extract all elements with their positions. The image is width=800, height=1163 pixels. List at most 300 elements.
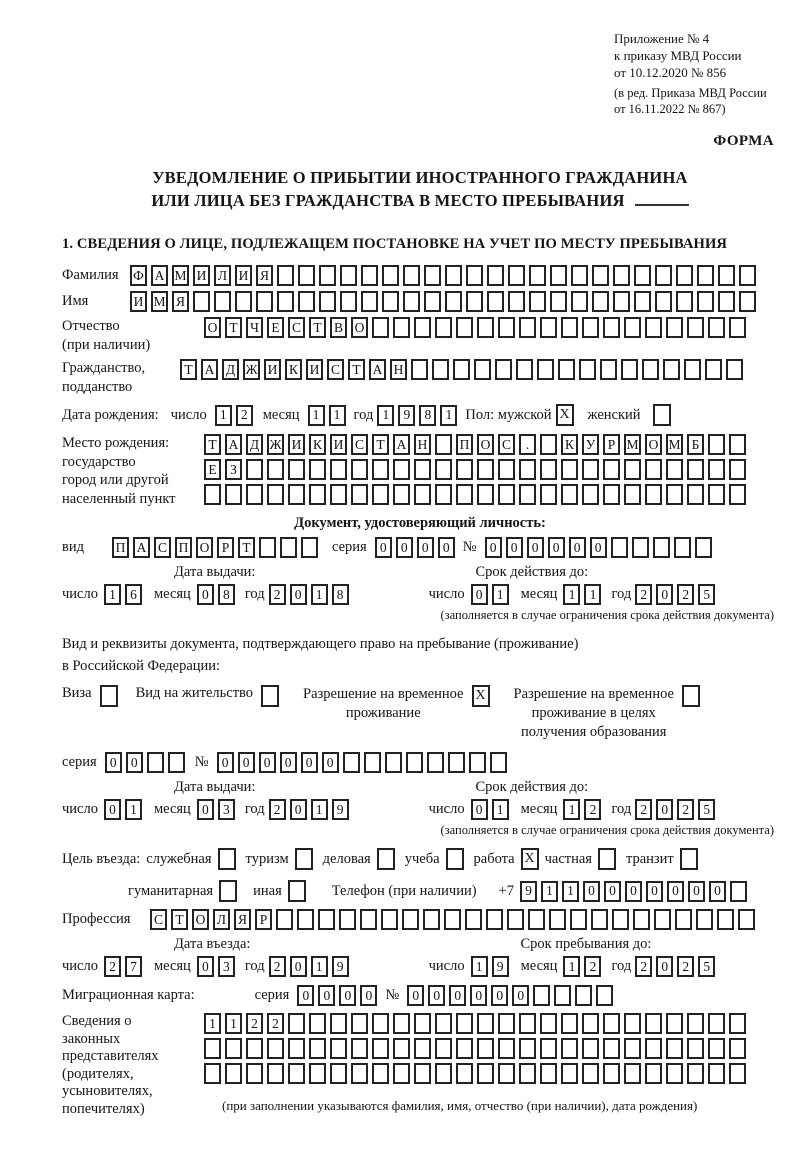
char-cell[interactable]	[739, 291, 756, 312]
purpose-humanitarian-checkbox[interactable]	[219, 880, 237, 902]
char-cell[interactable]: С	[150, 909, 167, 930]
char-cell[interactable]	[435, 484, 452, 505]
char-cell[interactable]: 0	[238, 752, 255, 773]
char-cell[interactable]: 2	[677, 956, 694, 977]
char-cell[interactable]: 0	[471, 584, 488, 605]
char-cell[interactable]	[687, 459, 704, 480]
char-cell[interactable]: С	[327, 359, 344, 380]
char-cell[interactable]	[381, 909, 398, 930]
char-cell[interactable]	[225, 1063, 242, 1084]
char-cell[interactable]	[549, 909, 566, 930]
char-cell[interactable]: .	[519, 434, 536, 455]
char-cell[interactable]	[414, 459, 431, 480]
char-cell[interactable]	[528, 909, 545, 930]
char-cell[interactable]: Я	[234, 909, 251, 930]
char-cell[interactable]	[508, 291, 525, 312]
residence-permit-checkbox[interactable]	[261, 685, 279, 707]
char-cell[interactable]	[684, 359, 701, 380]
char-cell[interactable]: 0	[491, 985, 508, 1006]
char-cell[interactable]: 2	[635, 956, 652, 977]
char-cell[interactable]	[477, 1013, 494, 1034]
char-cell[interactable]: 0	[449, 985, 466, 1006]
char-cell[interactable]	[448, 752, 465, 773]
char-cell[interactable]	[330, 1038, 347, 1059]
char-cell[interactable]: 0	[569, 537, 586, 558]
char-cell[interactable]: 1	[377, 405, 394, 426]
char-cell[interactable]: 0	[438, 537, 455, 558]
char-cell[interactable]	[435, 1013, 452, 1034]
char-cell[interactable]	[411, 359, 428, 380]
purpose-tourism-checkbox[interactable]	[295, 848, 313, 870]
char-cell[interactable]	[361, 265, 378, 286]
char-cell[interactable]	[550, 291, 567, 312]
char-cell[interactable]	[624, 484, 641, 505]
char-cell[interactable]	[540, 1063, 557, 1084]
char-cell[interactable]: 0	[583, 881, 600, 902]
char-cell[interactable]	[351, 1063, 368, 1084]
char-cell[interactable]	[676, 265, 693, 286]
char-cell[interactable]: М	[624, 434, 641, 455]
char-cell[interactable]: 9	[398, 405, 415, 426]
purpose-business-checkbox[interactable]	[377, 848, 395, 870]
char-cell[interactable]	[256, 291, 273, 312]
char-cell[interactable]	[596, 985, 613, 1006]
char-cell[interactable]: Б	[687, 434, 704, 455]
char-cell[interactable]	[414, 484, 431, 505]
char-cell[interactable]: 1	[308, 405, 325, 426]
char-cell[interactable]	[267, 459, 284, 480]
char-cell[interactable]	[465, 909, 482, 930]
char-cell[interactable]	[276, 909, 293, 930]
char-cell[interactable]	[351, 1013, 368, 1034]
char-cell[interactable]: 2	[269, 956, 286, 977]
char-cell[interactable]	[360, 909, 377, 930]
char-cell[interactable]	[519, 1013, 536, 1034]
char-cell[interactable]	[540, 434, 557, 455]
char-cell[interactable]	[246, 1038, 263, 1059]
char-cell[interactable]	[298, 265, 315, 286]
char-cell[interactable]	[687, 1038, 704, 1059]
char-cell[interactable]: А	[151, 265, 168, 286]
char-cell[interactable]: 0	[590, 537, 607, 558]
char-cell[interactable]	[729, 484, 746, 505]
char-cell[interactable]	[729, 1013, 746, 1034]
char-cell[interactable]	[654, 909, 671, 930]
purpose-other-checkbox[interactable]	[288, 880, 306, 902]
char-cell[interactable]	[695, 537, 712, 558]
char-cell[interactable]	[675, 909, 692, 930]
char-cell[interactable]: 0	[197, 799, 214, 820]
char-cell[interactable]	[456, 459, 473, 480]
char-cell[interactable]	[579, 359, 596, 380]
char-cell[interactable]	[445, 265, 462, 286]
char-cell[interactable]	[477, 1063, 494, 1084]
char-cell[interactable]	[319, 291, 336, 312]
char-cell[interactable]	[288, 1063, 305, 1084]
char-cell[interactable]	[456, 1038, 473, 1059]
char-cell[interactable]	[529, 265, 546, 286]
char-cell[interactable]: 1	[492, 584, 509, 605]
char-cell[interactable]: 8	[332, 584, 349, 605]
char-cell[interactable]	[561, 1063, 578, 1084]
char-cell[interactable]	[533, 985, 550, 1006]
char-cell[interactable]	[708, 434, 725, 455]
char-cell[interactable]	[340, 291, 357, 312]
char-cell[interactable]	[393, 317, 410, 338]
char-cell[interactable]: 1	[584, 584, 601, 605]
char-cell[interactable]	[633, 909, 650, 930]
char-cell[interactable]	[486, 909, 503, 930]
char-cell[interactable]	[424, 265, 441, 286]
char-cell[interactable]	[645, 317, 662, 338]
char-cell[interactable]	[663, 359, 680, 380]
char-cell[interactable]	[339, 909, 356, 930]
char-cell[interactable]	[490, 752, 507, 773]
char-cell[interactable]	[414, 1038, 431, 1059]
char-cell[interactable]	[729, 317, 746, 338]
char-cell[interactable]: 1	[541, 881, 558, 902]
char-cell[interactable]	[298, 291, 315, 312]
char-cell[interactable]	[729, 434, 746, 455]
char-cell[interactable]	[571, 265, 588, 286]
char-cell[interactable]	[403, 265, 420, 286]
char-cell[interactable]: 1	[311, 584, 328, 605]
char-cell[interactable]	[382, 291, 399, 312]
char-cell[interactable]: С	[154, 537, 171, 558]
char-cell[interactable]: 0	[646, 881, 663, 902]
char-cell[interactable]	[603, 459, 620, 480]
char-cell[interactable]	[330, 459, 347, 480]
char-cell[interactable]: 0	[470, 985, 487, 1006]
char-cell[interactable]	[259, 537, 276, 558]
char-cell[interactable]: 1	[204, 1013, 221, 1034]
char-cell[interactable]: 0	[656, 584, 673, 605]
char-cell[interactable]	[600, 359, 617, 380]
char-cell[interactable]: 0	[339, 985, 356, 1006]
char-cell[interactable]	[498, 1013, 515, 1034]
char-cell[interactable]: 1	[329, 405, 346, 426]
char-cell[interactable]: 2	[267, 1013, 284, 1034]
char-cell[interactable]: 1	[125, 799, 142, 820]
char-cell[interactable]	[214, 291, 231, 312]
char-cell[interactable]	[435, 459, 452, 480]
char-cell[interactable]: А	[201, 359, 218, 380]
char-cell[interactable]	[540, 459, 557, 480]
char-cell[interactable]: 0	[290, 956, 307, 977]
char-cell[interactable]	[729, 1038, 746, 1059]
char-cell[interactable]: Т	[171, 909, 188, 930]
char-cell[interactable]: И	[130, 291, 147, 312]
char-cell[interactable]: 1	[104, 584, 121, 605]
char-cell[interactable]	[634, 291, 651, 312]
char-cell[interactable]	[372, 1038, 389, 1059]
char-cell[interactable]	[393, 1038, 410, 1059]
char-cell[interactable]	[435, 1063, 452, 1084]
char-cell[interactable]: 0	[548, 537, 565, 558]
char-cell[interactable]	[372, 459, 389, 480]
char-cell[interactable]: 9	[520, 881, 537, 902]
char-cell[interactable]: Р	[255, 909, 272, 930]
char-cell[interactable]: И	[264, 359, 281, 380]
char-cell[interactable]	[385, 752, 402, 773]
char-cell[interactable]: 0	[667, 881, 684, 902]
char-cell[interactable]: П	[112, 537, 129, 558]
char-cell[interactable]	[687, 1063, 704, 1084]
char-cell[interactable]: Т	[225, 317, 242, 338]
char-cell[interactable]	[529, 291, 546, 312]
char-cell[interactable]	[498, 317, 515, 338]
char-cell[interactable]	[666, 1038, 683, 1059]
char-cell[interactable]: О	[477, 434, 494, 455]
char-cell[interactable]	[372, 317, 389, 338]
char-cell[interactable]	[498, 1063, 515, 1084]
char-cell[interactable]	[582, 1013, 599, 1034]
char-cell[interactable]	[642, 359, 659, 380]
char-cell[interactable]	[592, 291, 609, 312]
char-cell[interactable]	[477, 459, 494, 480]
char-cell[interactable]	[288, 484, 305, 505]
char-cell[interactable]	[301, 537, 318, 558]
char-cell[interactable]	[634, 265, 651, 286]
char-cell[interactable]: Т	[348, 359, 365, 380]
char-cell[interactable]	[477, 317, 494, 338]
char-cell[interactable]: 0	[688, 881, 705, 902]
char-cell[interactable]: 1	[492, 799, 509, 820]
char-cell[interactable]	[621, 359, 638, 380]
char-cell[interactable]	[603, 484, 620, 505]
char-cell[interactable]	[570, 909, 587, 930]
char-cell[interactable]	[435, 1038, 452, 1059]
char-cell[interactable]: 0	[217, 752, 234, 773]
char-cell[interactable]: О	[192, 909, 209, 930]
char-cell[interactable]	[340, 265, 357, 286]
char-cell[interactable]: А	[133, 537, 150, 558]
char-cell[interactable]: Н	[414, 434, 431, 455]
char-cell[interactable]	[708, 484, 725, 505]
char-cell[interactable]: 2	[236, 405, 253, 426]
char-cell[interactable]: 2	[584, 799, 601, 820]
char-cell[interactable]: П	[456, 434, 473, 455]
char-cell[interactable]	[687, 1013, 704, 1034]
purpose-private-checkbox[interactable]	[598, 848, 616, 870]
char-cell[interactable]	[582, 1038, 599, 1059]
char-cell[interactable]: 1	[311, 956, 328, 977]
char-cell[interactable]	[666, 484, 683, 505]
char-cell[interactable]: 0	[197, 956, 214, 977]
char-cell[interactable]	[708, 1013, 725, 1034]
char-cell[interactable]	[351, 484, 368, 505]
char-cell[interactable]	[655, 291, 672, 312]
char-cell[interactable]	[453, 359, 470, 380]
char-cell[interactable]	[561, 484, 578, 505]
char-cell[interactable]	[708, 1063, 725, 1084]
char-cell[interactable]: С	[351, 434, 368, 455]
char-cell[interactable]: П	[175, 537, 192, 558]
char-cell[interactable]: Н	[390, 359, 407, 380]
char-cell[interactable]	[697, 291, 714, 312]
char-cell[interactable]	[351, 1038, 368, 1059]
char-cell[interactable]	[603, 1063, 620, 1084]
char-cell[interactable]	[466, 291, 483, 312]
char-cell[interactable]: 9	[332, 799, 349, 820]
char-cell[interactable]	[246, 484, 263, 505]
char-cell[interactable]	[624, 1038, 641, 1059]
char-cell[interactable]: 0	[290, 799, 307, 820]
char-cell[interactable]	[277, 291, 294, 312]
char-cell[interactable]	[645, 1063, 662, 1084]
char-cell[interactable]	[414, 1063, 431, 1084]
char-cell[interactable]	[235, 291, 252, 312]
char-cell[interactable]: 3	[218, 956, 235, 977]
char-cell[interactable]	[696, 909, 713, 930]
char-cell[interactable]	[403, 291, 420, 312]
char-cell[interactable]	[204, 1063, 221, 1084]
char-cell[interactable]	[423, 909, 440, 930]
char-cell[interactable]: 0	[527, 537, 544, 558]
char-cell[interactable]	[624, 459, 641, 480]
title-blank-underline[interactable]	[635, 191, 689, 206]
visa-checkbox[interactable]	[100, 685, 118, 707]
char-cell[interactable]	[624, 1063, 641, 1084]
char-cell[interactable]	[537, 359, 554, 380]
char-cell[interactable]: О	[645, 434, 662, 455]
char-cell[interactable]: 5	[698, 799, 715, 820]
char-cell[interactable]: 0	[471, 799, 488, 820]
char-cell[interactable]	[393, 1063, 410, 1084]
char-cell[interactable]: А	[369, 359, 386, 380]
char-cell[interactable]	[603, 1013, 620, 1034]
char-cell[interactable]	[424, 291, 441, 312]
char-cell[interactable]: К	[561, 434, 578, 455]
char-cell[interactable]	[624, 317, 641, 338]
char-cell[interactable]: 2	[269, 584, 286, 605]
char-cell[interactable]: 1	[225, 1013, 242, 1034]
char-cell[interactable]: Т	[309, 317, 326, 338]
char-cell[interactable]	[591, 909, 608, 930]
char-cell[interactable]: О	[196, 537, 213, 558]
char-cell[interactable]	[561, 1013, 578, 1034]
char-cell[interactable]	[708, 1038, 725, 1059]
char-cell[interactable]	[393, 484, 410, 505]
char-cell[interactable]	[582, 484, 599, 505]
char-cell[interactable]: У	[582, 434, 599, 455]
char-cell[interactable]: 0	[625, 881, 642, 902]
char-cell[interactable]	[738, 909, 755, 930]
purpose-transit-checkbox[interactable]	[680, 848, 698, 870]
char-cell[interactable]	[575, 985, 592, 1006]
char-cell[interactable]	[372, 1013, 389, 1034]
char-cell[interactable]: 3	[218, 799, 235, 820]
char-cell[interactable]	[582, 459, 599, 480]
char-cell[interactable]	[477, 1038, 494, 1059]
char-cell[interactable]	[414, 317, 431, 338]
char-cell[interactable]: Р	[603, 434, 620, 455]
char-cell[interactable]: Т	[238, 537, 255, 558]
char-cell[interactable]: 1	[563, 799, 580, 820]
char-cell[interactable]: И	[193, 265, 210, 286]
char-cell[interactable]	[519, 317, 536, 338]
char-cell[interactable]	[456, 484, 473, 505]
char-cell[interactable]	[466, 265, 483, 286]
char-cell[interactable]: 9	[332, 956, 349, 977]
char-cell[interactable]	[708, 317, 725, 338]
char-cell[interactable]: И	[235, 265, 252, 286]
char-cell[interactable]	[516, 359, 533, 380]
char-cell[interactable]	[705, 359, 722, 380]
char-cell[interactable]	[351, 459, 368, 480]
char-cell[interactable]: И	[288, 434, 305, 455]
char-cell[interactable]: Т	[204, 434, 221, 455]
char-cell[interactable]: Я	[172, 291, 189, 312]
char-cell[interactable]: А	[393, 434, 410, 455]
char-cell[interactable]: 7	[125, 956, 142, 977]
char-cell[interactable]	[402, 909, 419, 930]
char-cell[interactable]	[393, 459, 410, 480]
gender-female-checkbox[interactable]	[653, 404, 671, 426]
char-cell[interactable]	[469, 752, 486, 773]
char-cell[interactable]	[288, 1013, 305, 1034]
char-cell[interactable]	[739, 265, 756, 286]
char-cell[interactable]: Е	[267, 317, 284, 338]
char-cell[interactable]	[267, 484, 284, 505]
char-cell[interactable]: 9	[492, 956, 509, 977]
char-cell[interactable]: 0	[506, 537, 523, 558]
char-cell[interactable]	[204, 484, 221, 505]
char-cell[interactable]: Ж	[243, 359, 260, 380]
char-cell[interactable]	[435, 317, 452, 338]
char-cell[interactable]: О	[204, 317, 221, 338]
char-cell[interactable]: Е	[204, 459, 221, 480]
char-cell[interactable]	[477, 484, 494, 505]
char-cell[interactable]: 0	[396, 537, 413, 558]
char-cell[interactable]: 0	[360, 985, 377, 1006]
char-cell[interactable]	[666, 1013, 683, 1034]
char-cell[interactable]: 2	[635, 799, 652, 820]
char-cell[interactable]	[613, 291, 630, 312]
char-cell[interactable]: 0	[259, 752, 276, 773]
char-cell[interactable]: 0	[417, 537, 434, 558]
char-cell[interactable]	[508, 265, 525, 286]
char-cell[interactable]	[519, 1063, 536, 1084]
char-cell[interactable]: 0	[301, 752, 318, 773]
char-cell[interactable]	[717, 909, 734, 930]
char-cell[interactable]: 0	[105, 752, 122, 773]
char-cell[interactable]	[582, 317, 599, 338]
char-cell[interactable]: 2	[584, 956, 601, 977]
char-cell[interactable]	[456, 317, 473, 338]
char-cell[interactable]	[687, 317, 704, 338]
char-cell[interactable]: 5	[698, 584, 715, 605]
char-cell[interactable]	[612, 909, 629, 930]
char-cell[interactable]	[519, 1038, 536, 1059]
char-cell[interactable]	[726, 359, 743, 380]
char-cell[interactable]	[687, 484, 704, 505]
char-cell[interactable]: 0	[485, 537, 502, 558]
char-cell[interactable]	[297, 909, 314, 930]
char-cell[interactable]	[364, 752, 381, 773]
char-cell[interactable]	[168, 752, 185, 773]
char-cell[interactable]	[645, 1038, 662, 1059]
purpose-study-checkbox[interactable]	[446, 848, 464, 870]
char-cell[interactable]	[554, 985, 571, 1006]
char-cell[interactable]: М	[172, 265, 189, 286]
char-cell[interactable]: В	[330, 317, 347, 338]
char-cell[interactable]	[432, 359, 449, 380]
char-cell[interactable]: 0	[318, 985, 335, 1006]
char-cell[interactable]	[318, 909, 335, 930]
char-cell[interactable]	[498, 484, 515, 505]
char-cell[interactable]	[309, 459, 326, 480]
